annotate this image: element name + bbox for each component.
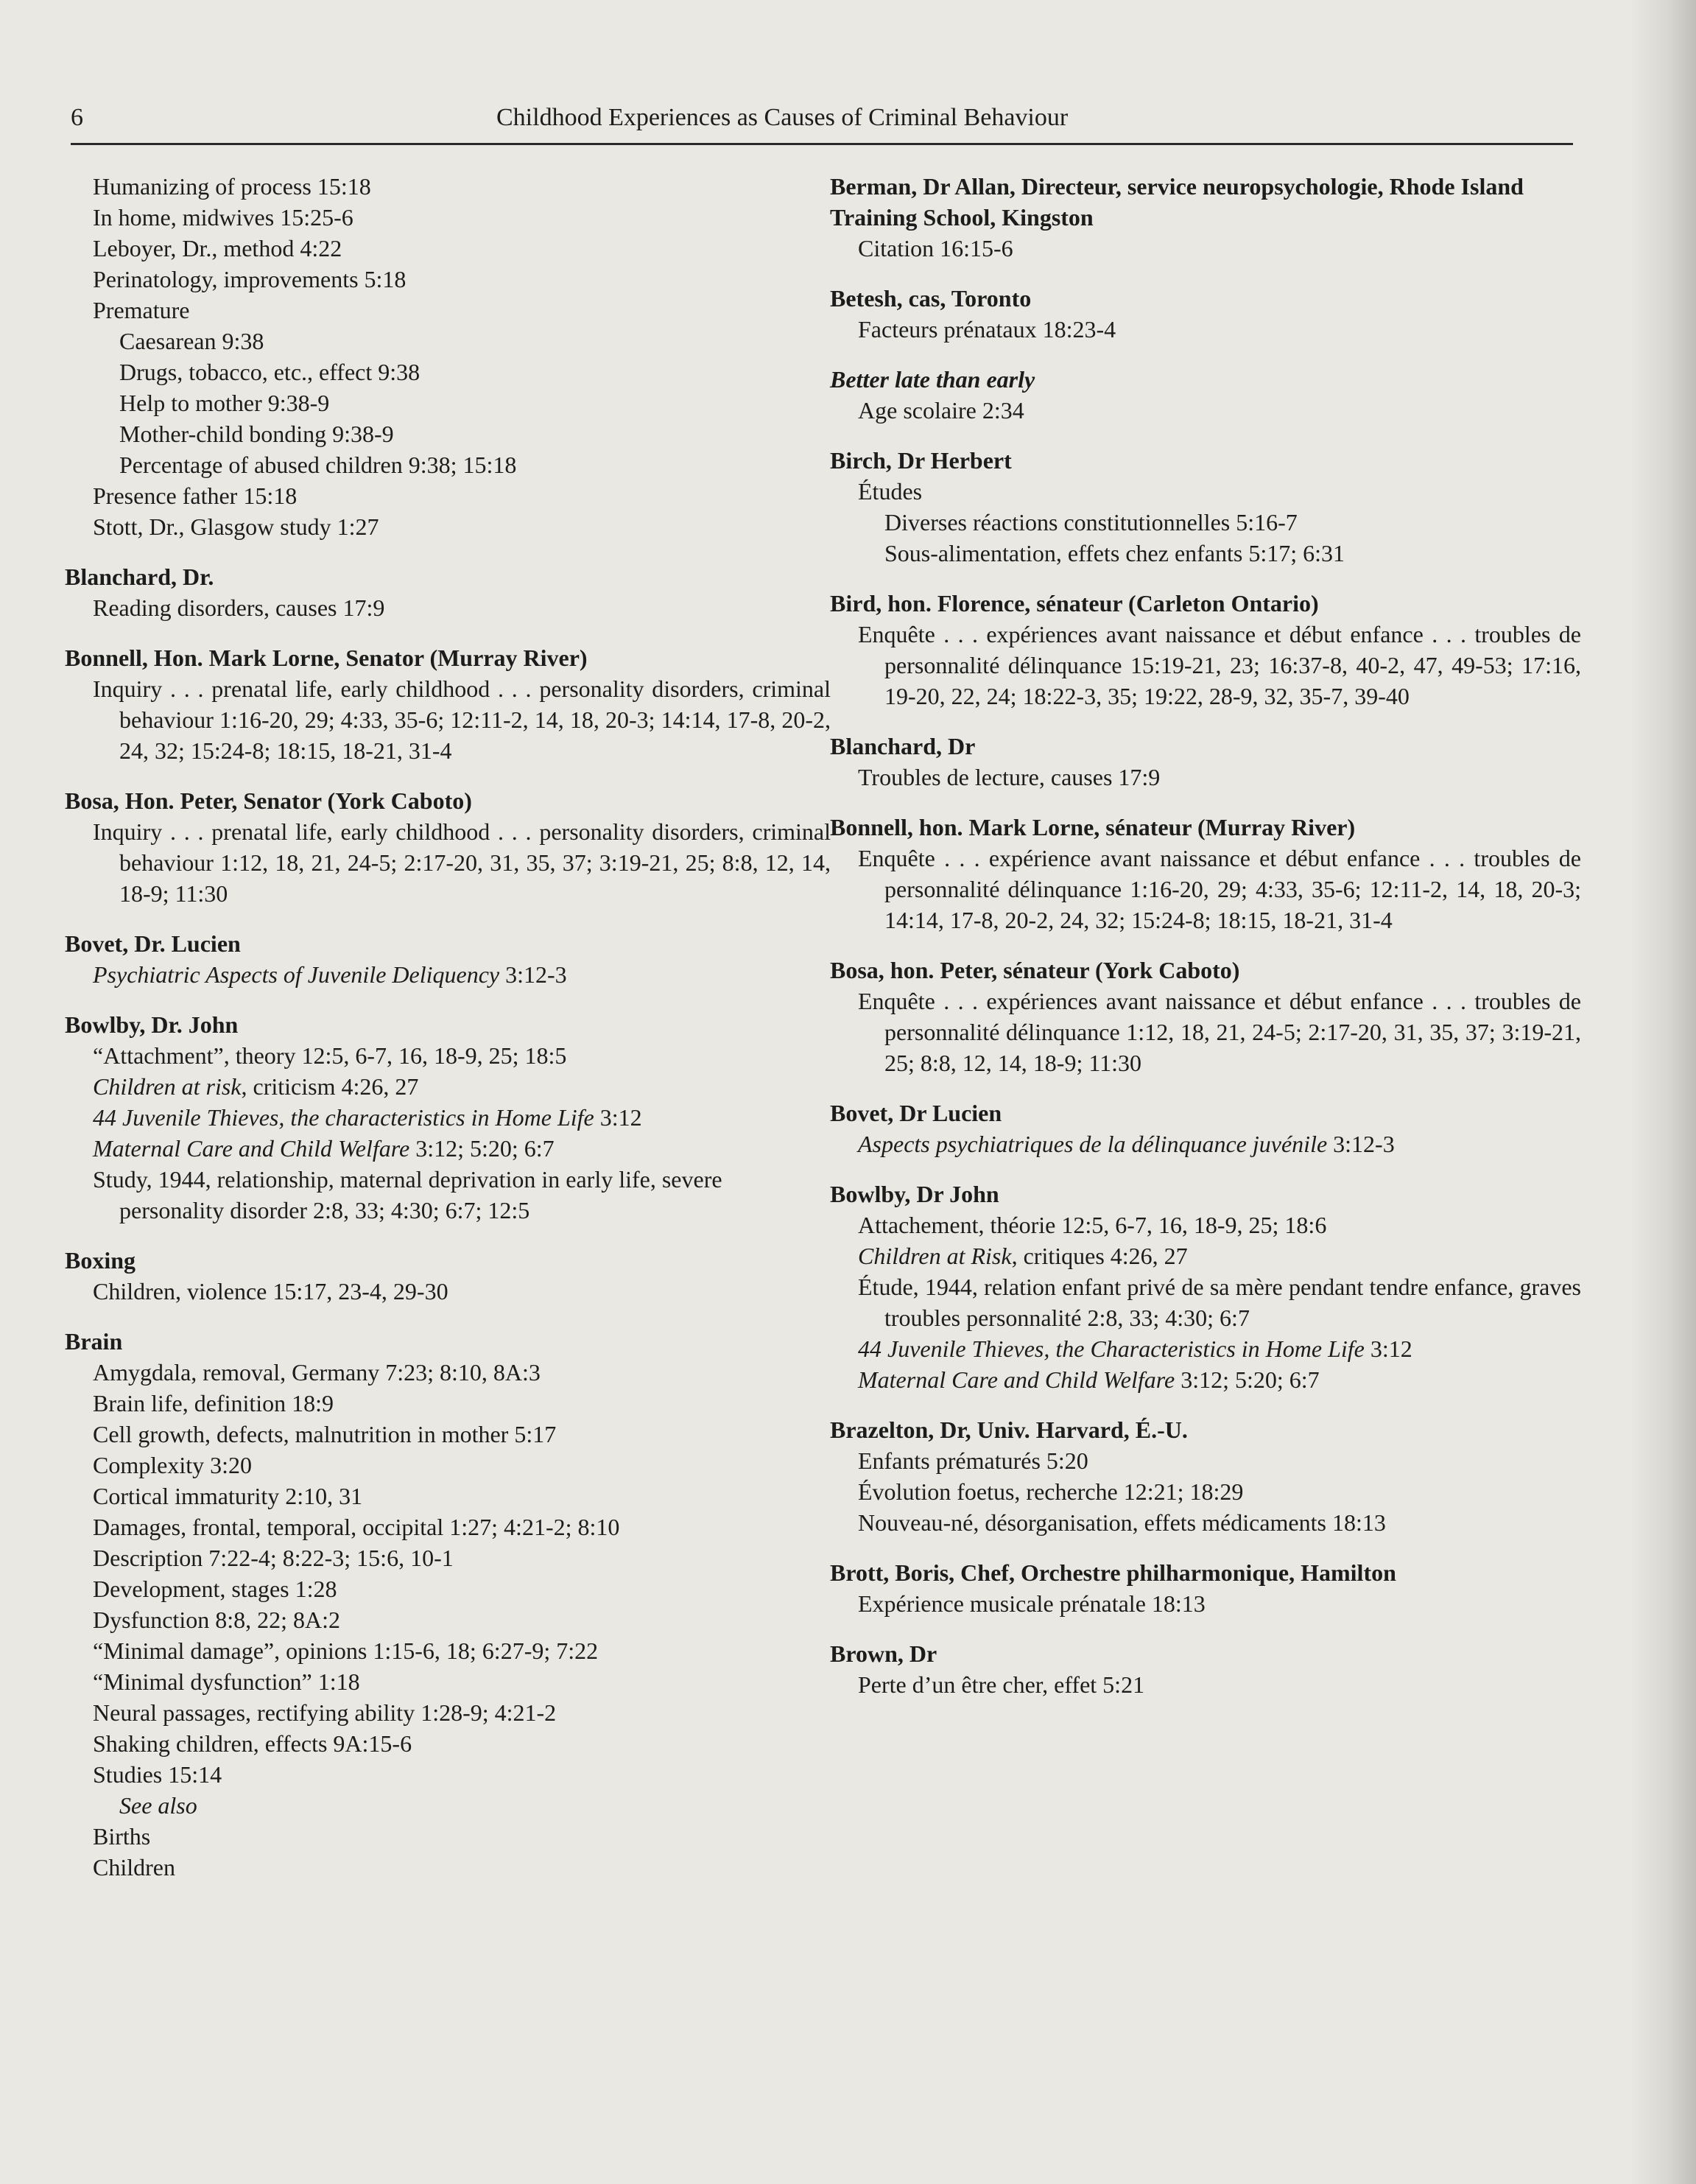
entry-heading: Bosa, Hon. Peter, Senator (York Caboto) [65, 787, 472, 814]
index-subentry: Drugs, tobacco, etc., effect 9:38 [119, 359, 421, 385]
index-subentry: In home, midwives 15:25-6 [93, 204, 353, 231]
index-entry-bovet-fr [830, 1098, 1581, 1159]
index-subentry [65, 1102, 831, 1133]
index-subentry: Cell growth, defects, malnutrition in mother 5:17 [93, 1421, 557, 1447]
index-entry-boxing [65, 1245, 831, 1307]
book-title: 44 Juvenile Thieves, the characteristics in Home Life [93, 1104, 594, 1131]
index-subentry: Étude, 1944, relation enfant privé de sa mère pendant tendre enfance, graves troubles personnalité 2:8, 33; 4:30; 6:7 [858, 1274, 1581, 1331]
book-title: Psychiatric Aspects of Juvenile Deliquency [93, 961, 500, 988]
book-title: Children at risk [93, 1073, 242, 1100]
page-reference: 3:12 [1364, 1335, 1412, 1362]
index-subentry: Description 7:22-4; 8:22-3; 15:6, 10-1 [93, 1545, 454, 1571]
entry-heading: Brott, Boris, Chef, Orchestre philharmonique, Hamilton [830, 1559, 1396, 1586]
index-subentry [830, 1333, 1581, 1364]
index-entry-bosa [65, 785, 831, 909]
index-subentry: Sous-alimentation, effets chez enfants 5:17; 6:31 [884, 540, 1345, 566]
see-also-item: Children [93, 1854, 175, 1881]
index-subentry: Stott, Dr., Glasgow study 1:27 [93, 513, 379, 540]
index-subentry: Attachement, théorie 12:5, 6-7, 16, 18-9, 25; 18:6 [858, 1212, 1327, 1238]
see-also-label: See also [119, 1792, 197, 1819]
book-title: 44 Juvenile Thieves, the Characteristics in Home Life [858, 1335, 1365, 1362]
entry-heading: Blanchard, Dr [830, 733, 976, 759]
index-entry-bowlby [65, 1009, 831, 1226]
index-entry-bosa-fr [830, 955, 1581, 1078]
page-reference: 3:12; 5:20; 6:7 [409, 1135, 555, 1162]
entry-heading: Better late than early [830, 366, 1035, 393]
page-reference: 3:12; 5:20; 6:7 [1175, 1366, 1320, 1393]
entry-heading: Bird, hon. Florence, sénateur (Carleton Ontario) [830, 590, 1319, 617]
page-number: 6 [71, 104, 83, 131]
page-reference: 3:12 [594, 1104, 642, 1131]
index-subentry: Mother-child bonding 9:38-9 [119, 421, 394, 447]
index-subentry: Enfants prématurés 5:20 [858, 1447, 1088, 1474]
index-subentry: Premature [93, 297, 190, 323]
index-entry-blanchard-fr [830, 731, 1581, 793]
index-subentry: Enquête . . . expériences avant naissance et début enfance . . . troubles de personnalité délinquance 1:12, 18, 21, 24-5; 2:17-20, 31, 35, 37; 3:19-21, 25; 8:8, 12, 14, 18-9; 11:30 [858, 988, 1581, 1076]
left-column [65, 171, 831, 1902]
index-subentry [65, 1133, 831, 1164]
index-subentry: Inquiry . . . prenatal life, early childhood . . . personality disorders, criminal behaviour 1:16-20, 29; 4:33, 35-6; 12:11-2, 14, 18, 20-3; 14:14, 17-8, 20-2, 24, 32; 15:24-8; 18:15, 18-21, 31-4 [93, 675, 831, 764]
entry-heading: Bowlby, Dr John [830, 1181, 999, 1207]
page-header [71, 102, 1573, 145]
index-entry-bonnell-fr [830, 812, 1581, 935]
index-subentry [65, 1071, 831, 1102]
index-entry-continuation [65, 171, 831, 542]
entry-heading: Boxing [65, 1247, 136, 1274]
index-subentry: Children, violence 15:17, 23-4, 29-30 [93, 1278, 448, 1305]
index-subentry: Expérience musicale prénatale 18:13 [858, 1590, 1206, 1617]
entry-heading: Bovet, Dr Lucien [830, 1100, 1002, 1126]
entry-heading: Betesh, cas, Toronto [830, 285, 1032, 312]
index-entry-bowlby-fr [830, 1179, 1581, 1395]
index-subentry: Presence father 15:18 [93, 482, 298, 509]
index-subentry: “Attachment”, theory 12:5, 6-7, 16, 18-9, 25; 18:5 [93, 1042, 567, 1069]
index-subentry: Leboyer, Dr., method 4:22 [93, 235, 342, 261]
index-subentry: Percentage of abused children 9:38; 15:18 [119, 452, 517, 478]
index-subentry: Troubles de lecture, causes 17:9 [858, 764, 1161, 790]
index-subentry: Perte d’un être cher, effet 5:21 [858, 1671, 1145, 1698]
index-subentry: Cortical immaturity 2:10, 31 [93, 1483, 363, 1509]
see-also-item: Births [93, 1823, 151, 1850]
index-subentry: Studies 15:14 [93, 1761, 222, 1788]
index-subentry: Enquête . . . expérience avant naissance et début enfance . . . troubles de personnalité délinquance 1:16-20, 29; 4:33, 35-6; 12:11-2, 14, 18, 20-3; 14:14, 17-8, 20-2, 24, 32; 15:24-8; 18:15, 18-21, 31-4 [858, 845, 1581, 933]
index-entry-better-late [830, 364, 1581, 426]
index-entry-blanchard [65, 561, 831, 623]
index-subentry [830, 1128, 1581, 1159]
index-subentry: Inquiry . . . prenatal life, early childhood . . . personality disorders, criminal behaviour 1:12, 18, 21, 24-5; 2:17-20, 31, 35, 37; 3:19-21, 25; 8:8, 12, 14, 18-9; 11:30 [93, 818, 831, 907]
index-subentry [65, 959, 831, 990]
entry-heading: Bowlby, Dr. John [65, 1011, 239, 1038]
index-entry-brott [830, 1557, 1581, 1619]
index-subentry: Damages, frontal, temporal, occipital 1:27; 4:21-2; 8:10 [93, 1514, 620, 1540]
index-subentry: Neural passages, rectifying ability 1:28-9; 4:21-2 [93, 1699, 557, 1726]
index-entry-berman [830, 171, 1581, 264]
index-subentry: Citation 16:15-6 [858, 235, 1013, 261]
page-reference: , critiques 4:26, 27 [1011, 1243, 1188, 1269]
entry-heading: Brazelton, Dr, Univ. Harvard, É.-U. [830, 1416, 1188, 1443]
index-entry-bovet [65, 928, 831, 990]
page-reference: 3:12-3 [1327, 1131, 1395, 1157]
index-subentry: Brain life, definition 18:9 [93, 1390, 334, 1416]
running-title: Childhood Experiences as Causes of Criminal Behaviour [496, 104, 1069, 131]
index-subentry [830, 1240, 1581, 1271]
index-subentry: Nouveau-né, désorganisation, effets médicaments 18:13 [858, 1509, 1386, 1536]
entry-heading: Bonnell, hon. Mark Lorne, sénateur (Murray River) [830, 814, 1356, 840]
right-column [830, 171, 1581, 1719]
index-subentry: Enquête . . . expériences avant naissance et début enfance . . . troubles de personnalité délinquance 15:19-21, 23; 16:37-8, 40-2, 47, 49-53; 17:16, 19-20, 22, 24; 18:22-3, 35; 19:22, 28-9, 32, 35-7, 39-40 [858, 621, 1581, 709]
book-title: Aspects psychiatriques de la délinquance juvénile [858, 1131, 1328, 1157]
index-subentry: Facteurs prénataux 18:23-4 [858, 316, 1116, 343]
index-subentry: Évolution foetus, recherche 12:21; 18:29 [858, 1478, 1244, 1505]
index-entry-bird [830, 588, 1581, 712]
index-subentry: “Minimal dysfunction” 1:18 [93, 1668, 360, 1695]
entry-heading: Bovet, Dr. Lucien [65, 930, 241, 957]
index-subentry: Complexity 3:20 [93, 1452, 252, 1478]
index-subentry: Study, 1944, relationship, maternal deprivation in early life, severe personality disorder 2:8, 33; 4:30; 6:7; 12:5 [93, 1166, 722, 1223]
index-subentry: Amygdala, removal, Germany 7:23; 8:10, 8A:3 [93, 1359, 541, 1386]
index-subentry: “Minimal damage”, opinions 1:15-6, 18; 6:27-9; 7:22 [93, 1637, 599, 1664]
index-subentry: Diverses réactions constitutionnelles 5:16-7 [884, 509, 1298, 536]
entry-heading: Brown, Dr [830, 1640, 937, 1667]
index-entry-betesh [830, 283, 1581, 345]
index-subentry: Help to mother 9:38-9 [119, 390, 330, 416]
entry-heading: Bonnell, Hon. Mark Lorne, Senator (Murray River) [65, 645, 588, 671]
book-title: Maternal Care and Child Welfare [93, 1135, 410, 1162]
entry-heading: Blanchard, Dr. [65, 563, 214, 590]
index-entry-bonnell [65, 642, 831, 766]
book-title: Maternal Care and Child Welfare [858, 1366, 1175, 1393]
index-subentry: Reading disorders, causes 17:9 [93, 594, 385, 621]
index-entry-birch [830, 445, 1581, 569]
index-subentry: Études [858, 478, 923, 505]
page-reference: 3:12-3 [499, 961, 567, 988]
entry-heading: Birch, Dr Herbert [830, 447, 1012, 474]
index-subentry: Humanizing of process 15:18 [93, 173, 371, 200]
entry-heading: Berman, Dr Allan, Directeur, service neuropsychologie, Rhode Island Training School, Kingston [830, 173, 1524, 231]
index-subentry [830, 1364, 1581, 1395]
page-reference: , criticism 4:26, 27 [241, 1073, 419, 1100]
index-subentry: Shaking children, effects 9A:15-6 [93, 1730, 412, 1757]
index-subentry: Age scolaire 2:34 [858, 397, 1024, 424]
page-edge-shadow [1630, 0, 1696, 2184]
index-subentry: Caesarean 9:38 [119, 328, 264, 354]
entry-heading: Brain [65, 1328, 123, 1355]
index-subentry: Dysfunction 8:8, 22; 8A:2 [93, 1607, 340, 1633]
index-subentry: Perinatology, improvements 5:18 [93, 266, 407, 292]
index-entry-brown [830, 1638, 1581, 1700]
book-title: Children at Risk [858, 1243, 1012, 1269]
index-subentry: Development, stages 1:28 [93, 1576, 337, 1602]
index-entry-brain [65, 1326, 831, 1883]
entry-heading: Bosa, hon. Peter, sénateur (York Caboto) [830, 957, 1240, 983]
index-entry-brazelton [830, 1414, 1581, 1538]
